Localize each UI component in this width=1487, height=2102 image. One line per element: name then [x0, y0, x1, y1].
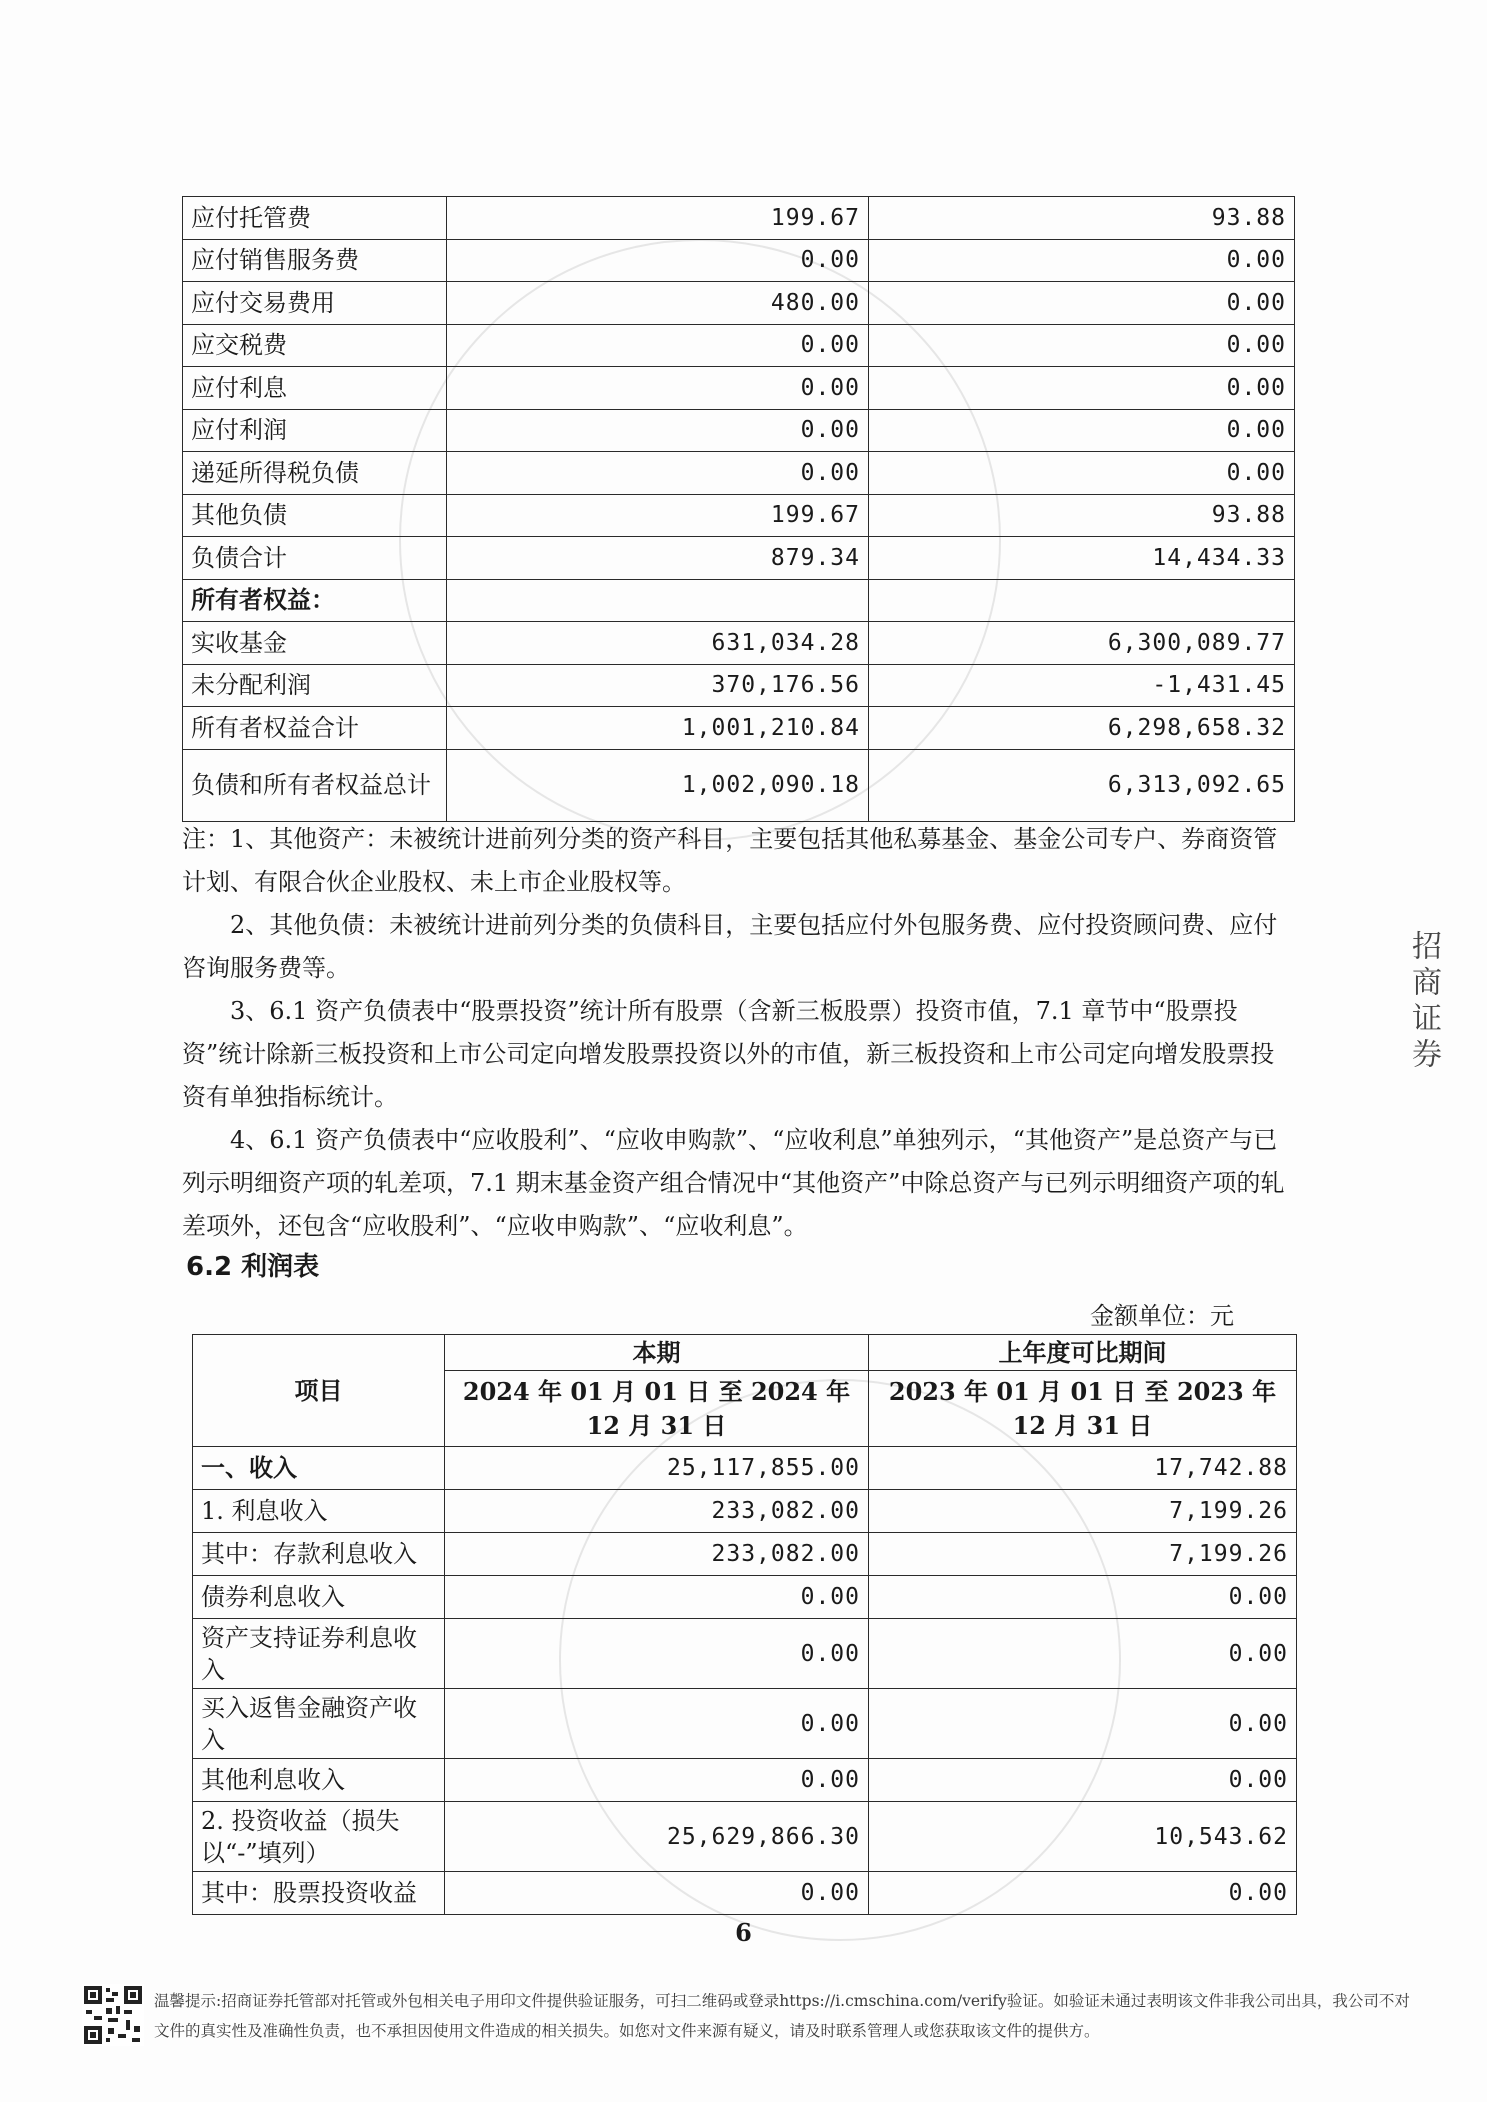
- income-statement-prior-value: 10,543.62: [869, 1802, 1297, 1872]
- balance-sheet-row: [183, 749, 1295, 821]
- balance-sheet-row: [183, 707, 1295, 750]
- income-statement-table: [192, 1334, 1297, 1915]
- income-statement-row: [193, 1759, 1297, 1802]
- income-statement-row: [193, 1872, 1297, 1915]
- balance-sheet-prior-value: 14,434.33: [869, 537, 1295, 580]
- income-statement-current-value: 25,117,855.00: [445, 1447, 869, 1490]
- balance-sheet-current-value: 1,002,090.18: [447, 749, 869, 821]
- balance-sheet-label: 递延所得税负债: [183, 452, 447, 495]
- balance-sheet-current-value: 370,176.56: [447, 664, 869, 707]
- balance-sheet-current-value: 0.00: [447, 324, 869, 367]
- balance-sheet-prior-value: [869, 579, 1295, 622]
- balance-sheet-label: 应付销售服务费: [183, 239, 447, 282]
- header-prior-period: 上年度可比期间: [869, 1335, 1297, 1371]
- balance-sheet-current-value: 0.00: [447, 367, 869, 410]
- income-statement-current-value: 0.00: [445, 1619, 869, 1689]
- page-number: 6: [735, 1918, 752, 1947]
- note-2: 2、其他负债：未被统计进前列分类的负债科目，主要包括应付外包服务费、应付投资顾问费、应付咨询服务费等。: [182, 911, 1278, 982]
- balance-sheet-row: [183, 664, 1295, 707]
- balance-sheet-current-value: 0.00: [447, 452, 869, 495]
- balance-sheet-prior-value: -1,431.45: [869, 664, 1295, 707]
- income-statement-current-value: 0.00: [445, 1689, 869, 1759]
- balance-sheet-label: 负债和所有者权益总计: [183, 749, 447, 821]
- balance-sheet-prior-value: 6,298,658.32: [869, 707, 1295, 750]
- income-statement-row: [193, 1689, 1297, 1759]
- income-statement-label: 其中：存款利息收入: [193, 1533, 445, 1576]
- balance-sheet-label: 实收基金: [183, 622, 447, 665]
- balance-sheet-row: [183, 494, 1295, 537]
- income-statement-current-value: 233,082.00: [445, 1490, 869, 1533]
- notes-section: [182, 818, 1294, 1248]
- income-statement-current-value: 25,629,866.30: [445, 1802, 869, 1872]
- note-1: 注：1、其他资产：未被统计进前列分类的资产科目，主要包括其他私募基金、基金公司专户、券商资管计划、有限合伙企业股权、未上市企业股权等。: [182, 825, 1278, 896]
- income-statement-label: 其他利息收入: [193, 1759, 445, 1802]
- income-statement-prior-value: 0.00: [869, 1872, 1297, 1915]
- balance-sheet-current-value: 1,001,210.84: [447, 707, 869, 750]
- income-statement-current-value: 0.00: [445, 1759, 869, 1802]
- balance-sheet-row: [183, 197, 1295, 240]
- balance-sheet-label: 应付交易费用: [183, 282, 447, 325]
- balance-sheet-label: 应交税费: [183, 324, 447, 367]
- balance-sheet-row: [183, 239, 1295, 282]
- income-statement-row: [193, 1802, 1297, 1872]
- income-statement-prior-value: 7,199.26: [869, 1533, 1297, 1576]
- balance-sheet-label: 所有者权益：: [183, 579, 447, 622]
- income-statement-prior-value: 7,199.26: [869, 1490, 1297, 1533]
- balance-sheet-row: [183, 622, 1295, 665]
- income-statement-prior-value: 17,742.88: [869, 1447, 1297, 1490]
- balance-sheet-current-value: 0.00: [447, 239, 869, 282]
- balance-sheet-row: [183, 537, 1295, 580]
- balance-sheet-prior-value: 6,300,089.77: [869, 622, 1295, 665]
- amount-unit: 金额单位：元: [1090, 1302, 1234, 1330]
- income-statement-label: 1. 利息收入: [193, 1490, 445, 1533]
- balance-sheet-current-value: [447, 579, 869, 622]
- balance-sheet-current-value: 0.00: [447, 409, 869, 452]
- balance-sheet-table: [182, 196, 1295, 822]
- balance-sheet-current-value: 199.67: [447, 197, 869, 240]
- balance-sheet-label: 其他负债: [183, 494, 447, 537]
- balance-sheet-prior-value: 0.00: [869, 367, 1295, 410]
- side-stamp-text: 招商证券: [1406, 930, 1441, 1074]
- balance-sheet-row: [183, 579, 1295, 622]
- section-title: 6.2 利润表: [186, 1252, 320, 1282]
- balance-sheet-current-value: 199.67: [447, 494, 869, 537]
- balance-sheet-row: [183, 324, 1295, 367]
- balance-sheet-current-value: 631,034.28: [447, 622, 869, 665]
- balance-sheet-current-value: 879.34: [447, 537, 869, 580]
- note-3: 3、6.1 资产负债表中“股票投资”统计所有股票（含新三板股票）投资市值，7.1 章节中“股票投资”统计除新三板投资和上市公司定向增发股票投资以外的市值，新三板投资和上市公司定向增发股票投资有单独指标统计。: [182, 997, 1275, 1111]
- income-statement-row: [193, 1490, 1297, 1533]
- income-statement-prior-value: 0.00: [869, 1759, 1297, 1802]
- income-statement-prior-value: 0.00: [869, 1689, 1297, 1759]
- balance-sheet-row: [183, 367, 1295, 410]
- balance-sheet-prior-value: 0.00: [869, 282, 1295, 325]
- income-statement-prior-value: 0.00: [869, 1619, 1297, 1689]
- income-statement-label: 买入返售金融资产收入: [193, 1689, 445, 1759]
- income-statement-label: 资产支持证券利息收入: [193, 1619, 445, 1689]
- header-current-range: 2024 年 01 月 01 日 至 2024 年 12 月 31 日: [445, 1371, 869, 1447]
- balance-sheet-row: [183, 282, 1295, 325]
- footer: [82, 1984, 1422, 2054]
- footer-notice: 温馨提示:招商证券托管部对托管或外包相关电子用印文件提供验证服务，可扫二维码或登录https://i.cmschina.com/verify验证。如验证未通过表明该文件非我公司出具，我公司不对文件的真实性及准确性负责，也不承担因使用文件造成的相关损失。如您对文件来源有疑义，请及时联系管理人或您获取该文件的提供方。: [154, 1992, 1410, 2040]
- balance-sheet-label: 应付利息: [183, 367, 447, 410]
- balance-sheet-label: 未分配利润: [183, 664, 447, 707]
- balance-sheet-prior-value: 0.00: [869, 324, 1295, 367]
- income-statement-row: [193, 1447, 1297, 1490]
- balance-sheet-prior-value: 93.88: [869, 494, 1295, 537]
- income-statement-label: 其中：股票投资收益: [193, 1872, 445, 1915]
- balance-sheet-prior-value: 93.88: [869, 197, 1295, 240]
- income-statement-current-value: 233,082.00: [445, 1533, 869, 1576]
- note-4: 4、6.1 资产负债表中“应收股利”、“应收申购款”、“应收利息”单独列示，“其他资产”是总资产与已列示明细资产项的轧差项，7.1 期末基金资产组合情况中“其他资产”中除总资产与已列示明细资产项的轧差项外，还包含“应收股利”、“应收申购款”、“应收利息”。: [182, 1126, 1285, 1240]
- income-statement-label: 债券利息收入: [193, 1576, 445, 1619]
- income-statement-row: [193, 1576, 1297, 1619]
- header-current-period: 本期: [445, 1335, 869, 1371]
- balance-sheet-prior-value: 0.00: [869, 409, 1295, 452]
- income-statement-prior-value: 0.00: [869, 1576, 1297, 1619]
- balance-sheet-row: [183, 452, 1295, 495]
- income-statement-label: 一、收入: [193, 1447, 445, 1490]
- balance-sheet-label: 所有者权益合计: [183, 707, 447, 750]
- balance-sheet-label: 应付托管费: [183, 197, 447, 240]
- balance-sheet-prior-value: 0.00: [869, 239, 1295, 282]
- header-prior-range: 2023 年 01 月 01 日 至 2023 年 12 月 31 日: [869, 1371, 1297, 1447]
- income-statement-current-value: 0.00: [445, 1872, 869, 1915]
- balance-sheet-label: 应付利润: [183, 409, 447, 452]
- balance-sheet-prior-value: 6,313,092.65: [869, 749, 1295, 821]
- income-statement-row: [193, 1533, 1297, 1576]
- balance-sheet-row: [183, 409, 1295, 452]
- qr-code-icon[interactable]: [82, 1984, 144, 2046]
- balance-sheet-label: 负债合计: [183, 537, 447, 580]
- balance-sheet-prior-value: 0.00: [869, 452, 1295, 495]
- income-statement-label: 2. 投资收益（损失以“-”填列）: [193, 1802, 445, 1872]
- header-item: 项目: [193, 1335, 445, 1447]
- income-statement-current-value: 0.00: [445, 1576, 869, 1619]
- income-statement-row: [193, 1619, 1297, 1689]
- balance-sheet-current-value: 480.00: [447, 282, 869, 325]
